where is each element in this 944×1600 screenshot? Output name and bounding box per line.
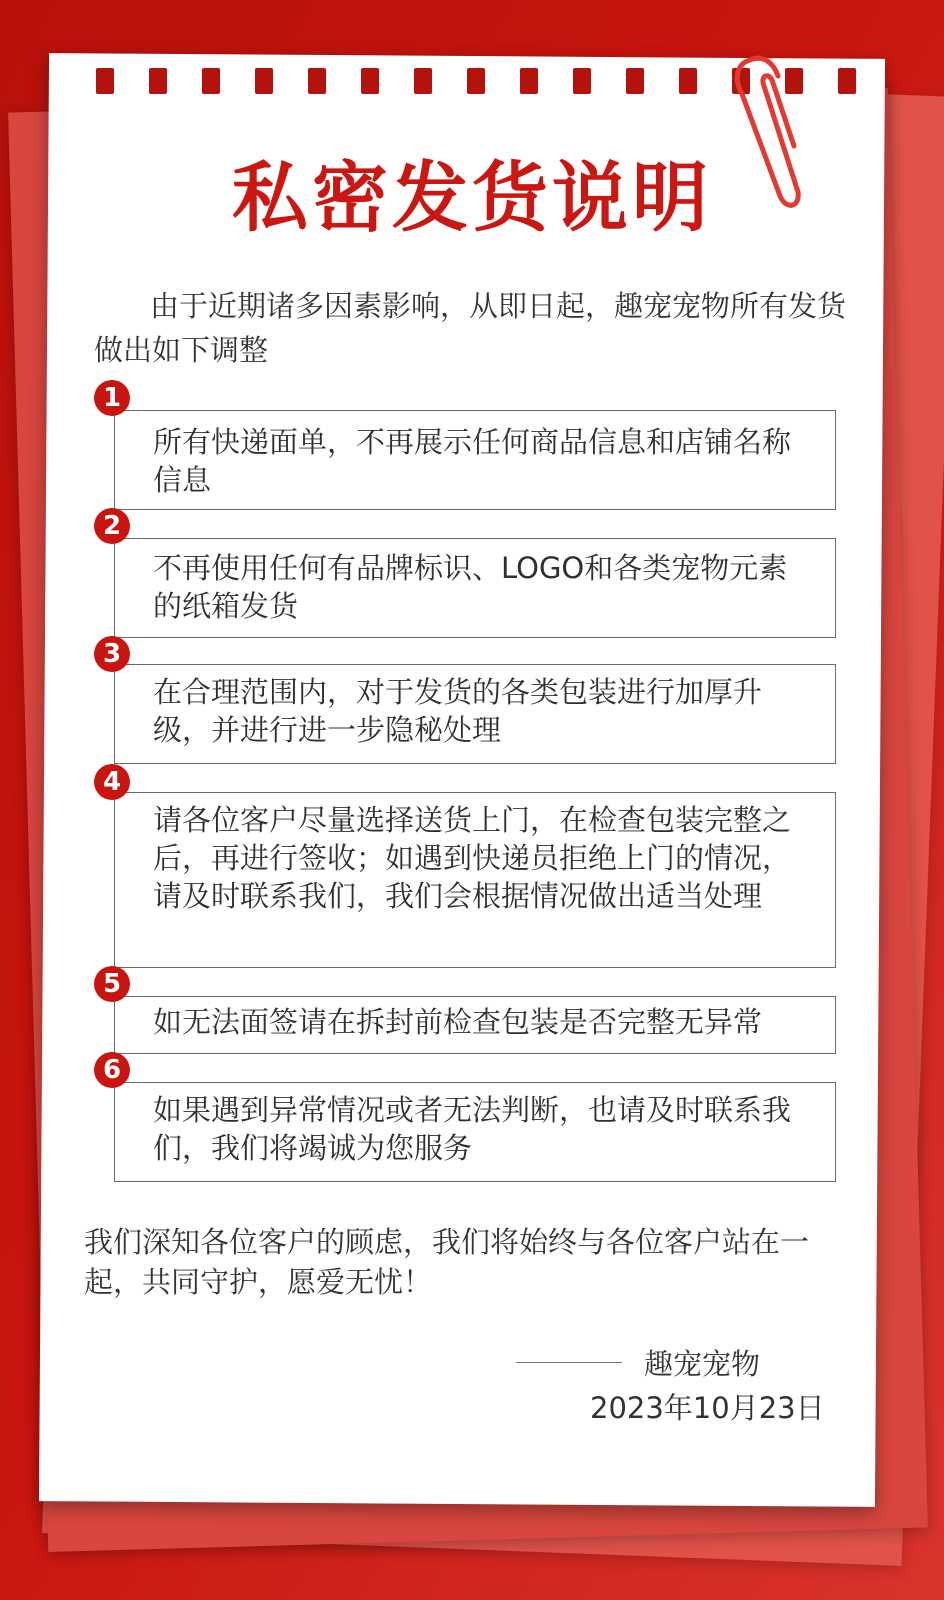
list-item xyxy=(114,410,836,510)
signature-date: 2023年10月23日 xyxy=(590,1391,825,1425)
page-title: 私密发货说明 xyxy=(232,153,712,242)
binding-hole xyxy=(255,68,273,94)
binding-hole xyxy=(838,68,856,94)
binding-hole xyxy=(149,68,167,94)
binding-hole xyxy=(626,68,644,94)
binding-hole xyxy=(679,68,697,94)
list-item xyxy=(114,664,836,764)
binding-hole xyxy=(520,68,538,94)
binding-hole xyxy=(361,68,379,94)
list-item-text: 请各位客户尽量选择送货上门，在检查包装完整之后，再进行签收；如遇到快递员拒绝上门的情况，请及时联系我们，我们会根据情况做出适当处理 xyxy=(153,803,792,913)
list-item xyxy=(114,538,836,638)
list-item-text: 不再使用任何有品牌标识、LOGO和各类宠物元素的纸箱发货 xyxy=(153,551,788,623)
number-badge: 3 xyxy=(94,636,130,672)
list-item-text: 如无法面签请在拆封前检查包装是否完整无异常 xyxy=(153,1005,763,1039)
list-item xyxy=(114,1082,836,1182)
list-item-text: 如果遇到异常情况或者无法判断，也请及时联系我们，我们将竭诚为您服务 xyxy=(153,1093,792,1165)
number-badge: 4 xyxy=(94,764,130,800)
number-badge: 2 xyxy=(94,508,130,544)
list-item xyxy=(114,996,836,1054)
binding-hole xyxy=(202,68,220,94)
list-item-text: 在合理范围内，对于发货的各类包装进行加厚升级，并进行进一步隐秘处理 xyxy=(153,675,763,747)
binding-hole xyxy=(96,68,114,94)
list-item xyxy=(114,792,836,968)
binding-hole xyxy=(573,68,591,94)
binding-hole xyxy=(467,68,485,94)
number-badge: 5 xyxy=(94,966,130,1002)
closing-paragraph: 我们深知各位客户的顾虑，我们将始终与各位客户站在一起，共同守护，愿爱无忧！ xyxy=(84,1225,810,1299)
binding-hole xyxy=(414,68,432,94)
number-badge: 6 xyxy=(94,1052,130,1088)
signature-divider xyxy=(516,1362,622,1363)
intro-paragraph: 由于近期诸多因素影响，从即日起，趣宠宠物所有发货做出如下调整 xyxy=(94,289,847,367)
signature-name: 趣宠宠物 xyxy=(644,1347,761,1381)
list-item-text: 所有快递面单，不再展示任何商品信息和店铺名称信息 xyxy=(153,425,792,497)
number-badge: 1 xyxy=(94,380,130,416)
binding-hole xyxy=(308,68,326,94)
